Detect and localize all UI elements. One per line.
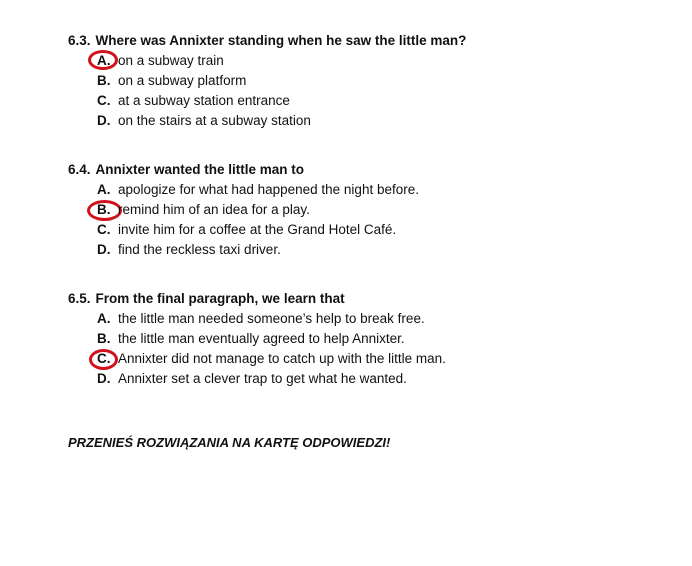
option-text: Annixter did not manage to catch up with the little man. (118, 351, 446, 366)
question-title (68, 160, 304, 180)
option-a[interactable] (68, 180, 419, 200)
option-text: apologize for what had happened the night before. (118, 182, 419, 197)
option-letter: C. (97, 351, 111, 366)
question-title (68, 289, 345, 309)
option-c[interactable] (68, 349, 446, 369)
option-d[interactable] (68, 111, 466, 131)
question-number: 6.4. (68, 162, 91, 177)
option-text: the little man needed someone’s help to break free. (118, 311, 425, 326)
transfer-answers-instruction: PRZENIEŚ ROZWIĄZANIA NA KARTĘ ODPOWIEDZI! (68, 435, 391, 450)
option-letter: B. (97, 73, 111, 88)
option-letter: C. (97, 93, 111, 108)
option-text: the little man eventually agreed to help Annixter. (118, 331, 405, 346)
option-text: at a subway station entrance (118, 93, 290, 108)
option-d[interactable] (68, 240, 304, 260)
option-text: on the stairs at a subway station (118, 113, 311, 128)
question-prompt: Where was Annixter standing when he saw the little man? (95, 33, 467, 48)
option-text: find the reckless taxi driver. (118, 242, 281, 257)
option-letter: B. (97, 202, 111, 217)
option-text: on a subway platform (118, 73, 247, 88)
option-text: Annixter set a clever trap to get what he wanted. (118, 371, 407, 386)
answer-options (68, 180, 419, 260)
question-6-3 (68, 31, 466, 131)
question-title (68, 31, 466, 51)
option-c[interactable] (68, 220, 397, 240)
option-text: on a subway train (118, 53, 224, 68)
option-c[interactable] (68, 91, 466, 111)
answer-options (68, 309, 446, 389)
option-letter: D. (97, 113, 111, 128)
option-letter: D. (97, 371, 111, 386)
option-b[interactable] (68, 200, 310, 220)
answer-options (68, 51, 466, 131)
option-letter: A. (97, 53, 111, 68)
question-prompt: Annixter wanted the little man to (95, 162, 305, 177)
option-a[interactable] (68, 309, 425, 329)
question-6-5 (68, 289, 446, 389)
question-6-4 (68, 160, 419, 260)
question-number: 6.5. (68, 291, 91, 306)
option-letter: C. (97, 222, 111, 237)
option-letter: A. (97, 311, 111, 326)
option-b[interactable] (68, 71, 466, 91)
question-prompt: From the final paragraph, we learn that (95, 291, 345, 306)
option-d[interactable] (68, 369, 407, 389)
option-text: remind him of an idea for a play. (118, 202, 310, 217)
option-text: invite him for a coffee at the Grand Hotel Café. (118, 222, 397, 237)
option-b[interactable] (68, 329, 405, 349)
question-number: 6.3. (68, 33, 91, 48)
option-a[interactable] (68, 51, 466, 71)
option-letter: A. (97, 182, 111, 197)
option-letter: B. (97, 331, 111, 346)
option-letter: D. (97, 242, 111, 257)
